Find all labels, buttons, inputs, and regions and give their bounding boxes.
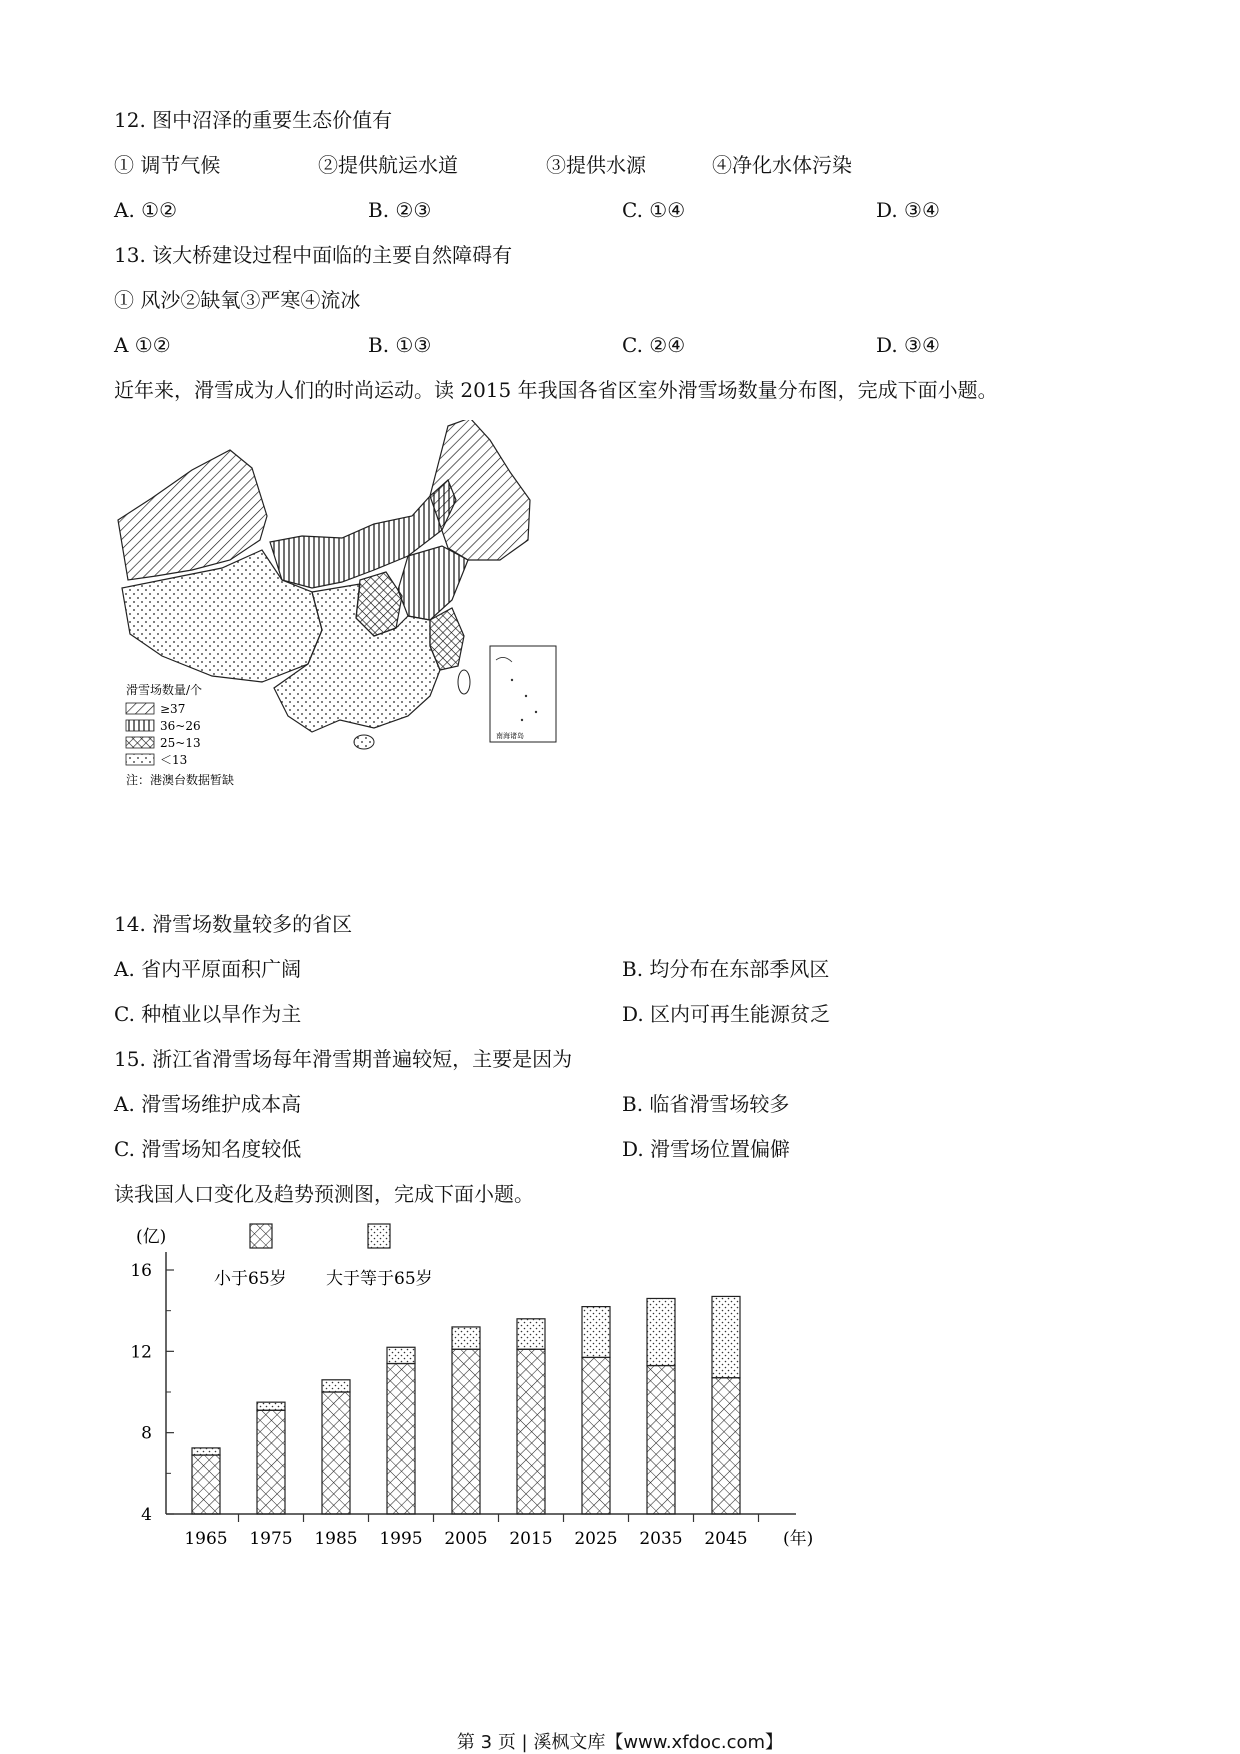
bar-65-plus [192,1448,220,1455]
region-taiwan [458,670,470,694]
x-tick-label: 2025 [574,1529,618,1549]
bar-under-65 [582,1357,610,1514]
inset-box [490,646,556,742]
bar-65-plus [712,1296,740,1377]
bar-65-plus [647,1298,675,1365]
page-footer: 第 3 页 | 溪枫文库【www.xfdoc.com】 [456,1732,784,1753]
q14-option-b: B. 均分布在东部季风区 [622,957,830,981]
x-tick-label: 1965 [184,1529,228,1549]
population-chart [130,1222,830,1562]
legend-label-3: 25~13 [160,736,201,750]
q14-option-a: A. 省内平原面积广阔 [114,957,302,981]
y-unit-label: (亿) [136,1227,167,1247]
bar-65-plus [257,1402,285,1410]
q12-choice-4: ④净化水体污染 [712,153,852,177]
bar-under-65 [647,1366,675,1514]
inset-label: 南海诸岛 [496,732,524,740]
q12-choice-3: ③提供水源 [546,153,646,177]
bar-65-plus [322,1380,350,1392]
legend-label-1: ≥37 [160,702,186,716]
map-note: 注：港澳台数据暂缺 [126,773,235,787]
region-northeast [430,420,530,560]
x-tick-label: 1995 [379,1529,423,1549]
y-tick-label: 4 [141,1505,152,1525]
q12-option-a: A. ①② [114,198,178,222]
q14-stem: 14. 滑雪场数量较多的省区 [114,912,353,936]
q15-option-a: A. 滑雪场维护成本高 [114,1092,302,1116]
y-tick-label: 8 [141,1423,152,1444]
q15-option-b: B. 临省滑雪场较多 [622,1092,790,1116]
bar-under-65 [387,1364,415,1514]
y-tick-label: 12 [130,1342,152,1363]
bar-under-65 [257,1410,285,1514]
bar-under-65 [452,1349,480,1514]
q12-choice-2: ②提供航运水道 [318,153,458,177]
q12-option-b: B. ②③ [368,198,432,222]
legend-swatch-65-plus [368,1224,390,1248]
x-tick-label: 1975 [249,1529,293,1549]
q12-option-c: C. ①④ [622,198,686,222]
x-tick-label: 1985 [314,1529,358,1549]
bar-under-65 [712,1378,740,1514]
q12-stem: 12. 图中沼泽的重要生态价值有 [114,108,393,132]
q14-option-c: C. 种植业以旱作为主 [114,1002,302,1026]
bar-65-plus [582,1307,610,1358]
bar-65-plus [517,1319,545,1350]
legend-label-under-65: 小于65岁 [214,1269,287,1289]
x-tick-label: 2015 [509,1529,553,1549]
region-hainan [354,735,374,749]
q12-option-d: D. ③④ [876,198,940,222]
q13-option-d: D. ③④ [876,333,940,357]
q13-stem: 13. 该大桥建设过程中面临的主要自然障碍有 [114,243,513,267]
bar-65-plus [387,1347,415,1363]
bar-under-65 [322,1392,350,1514]
legend-label-4: ＜13 [160,753,188,767]
bar-65-plus [452,1327,480,1349]
q15-option-c: C. 滑雪场知名度较低 [114,1137,302,1161]
legend-swatch-cross [126,737,154,748]
bar-under-65 [517,1349,545,1514]
q13-option-b: B. ①③ [368,333,432,357]
q15-option-d: D. 滑雪场位置偏僻 [622,1137,791,1161]
y-tick-label: 16 [130,1261,152,1281]
x-tick-label: 2005 [444,1529,488,1549]
q14-option-d: D. 区内可再生能源贫乏 [622,1002,831,1026]
region-north-china [398,546,468,620]
q13-choices: ① 风沙②缺氧③严寒④流冰 [114,288,361,312]
legend-swatch-dots [126,754,154,765]
legend-swatch-under-65 [250,1224,272,1248]
q13-option-c: C. ②④ [622,333,686,357]
legend-swatch-vert [126,720,154,731]
q13-option-a: A ①② [114,333,171,357]
legend-title: 滑雪场数量/个 [126,683,203,697]
bar-under-65 [192,1455,220,1514]
legend-label-2: 36~26 [160,719,201,733]
x-tick-label: 2035 [639,1529,683,1549]
legend-swatch-diag [126,703,154,714]
ski-intro: 近年来，滑雪成为人们的时尚运动。读 2015 年我国各省区室外滑雪场数量分布图，完成下面小题。 [114,378,998,402]
x-axis-label: (年) [783,1529,814,1549]
x-tick-label: 2045 [704,1529,748,1549]
q12-choice-1: ① 调节气候 [114,153,221,177]
ski-resort-map [112,420,624,832]
population-intro: 读我国人口变化及趋势预测图，完成下面小题。 [114,1182,534,1206]
q15-stem: 15. 浙江省滑雪场每年滑雪期普遍较短，主要是因为 [114,1047,573,1071]
legend-label-65-plus: 大于等于65岁 [326,1269,433,1289]
